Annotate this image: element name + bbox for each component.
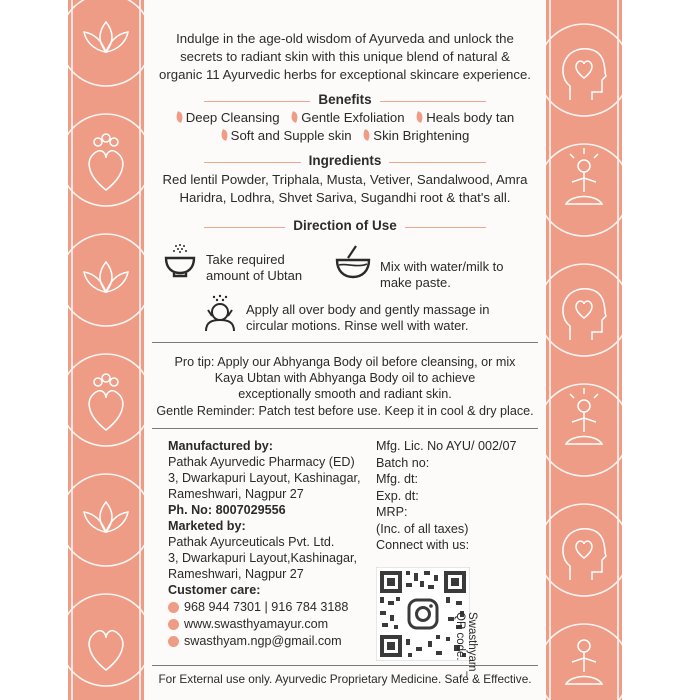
benefits-heading: Benefits (144, 92, 546, 107)
footer-text: For External use only. Ayurvedic Proprietary Medicine. Safe & Effective. (158, 672, 532, 686)
mixing-bowl-icon (334, 244, 372, 280)
leaf-icon (415, 111, 425, 123)
step-2-text: Mix with water/milk to make paste. (380, 259, 504, 290)
marketer-address: 3, Dwarkapuri Layout,Kashinagar, (168, 551, 358, 565)
head-heart-icon (563, 49, 606, 580)
benefit-item: Heals body tan (416, 110, 514, 125)
contact-website[interactable]: www.swasthyamayur.com (168, 616, 361, 632)
ingredients-list (144, 171, 546, 207)
marketer-label: Marketed by: (168, 519, 246, 533)
benefits-row-1 (144, 110, 546, 125)
face-wash-icon (202, 294, 238, 332)
leaf-icon (290, 111, 300, 123)
heart-drops-icon (89, 134, 123, 670)
intro-line: secrets to radiant skin with this unique blend of natural & (180, 49, 510, 64)
ingredients-line: Haridra, Lodhra, Shvet Sariva, Sugandhi root & that's all. (179, 190, 511, 205)
bowl-powder-icon (162, 242, 198, 278)
section-divider (152, 428, 538, 429)
right-border-art (546, 0, 622, 700)
mail-icon (168, 636, 179, 647)
license-number: Mfg. Lic. No AYU/ 002/07 (376, 439, 517, 453)
product-info (376, 438, 516, 554)
left-decorative-border (68, 0, 144, 700)
section-divider (152, 665, 538, 666)
customer-care-label: Customer care: (168, 583, 261, 597)
phone-icon (168, 602, 179, 613)
directions-heading: Direction of Use (144, 218, 546, 233)
mrp: MRP: (376, 505, 408, 519)
gentle-reminder: Gentle Reminder: Patch test before use. Keep it in cool & dry place. (156, 404, 534, 418)
manufacturer-phone: Ph. No: 8007029556 (168, 503, 286, 517)
intro-text (144, 30, 546, 84)
exp-date: Exp. dt: (376, 488, 419, 503)
benefit-item: Skin Brightening (363, 128, 469, 143)
intro-line: organic 11 Ayurvedic herbs for exceptional skincare experience. (159, 67, 531, 82)
contact-phone: 968 944 7301 | 916 784 3188 (168, 599, 361, 615)
step-1-text: Take required amount of Ubtan (206, 252, 303, 283)
company-details (168, 438, 361, 649)
marketer-name: Pathak Ayurceuticals Pvt. Ltd. (168, 535, 335, 549)
leaf-icon (174, 111, 184, 123)
ingredients-line: Red lentil Powder, Triphala, Musta, Vetiver, Sandalwood, Amra (162, 172, 528, 187)
benefits-row-2 (144, 128, 546, 143)
manufacturer-address: 3, Dwarkapuri Layout, Kashinagar, (168, 471, 361, 485)
contact-email[interactable]: swasthyam.ngp@gmail.com (168, 633, 361, 649)
left-border-art (68, 0, 144, 700)
intro-line: Indulge in the age-old wisdom of Ayurveda and unlock the (176, 31, 514, 46)
meditation-icon (566, 148, 602, 684)
globe-icon (168, 619, 179, 630)
marketer-address: Rameshwari, Nagpur 27 (168, 567, 304, 581)
manufacturer-address: Rameshwari, Nagpur 27 (168, 487, 304, 501)
leaf-icon (219, 129, 229, 141)
section-divider (152, 342, 538, 343)
tax-note: (Inc. of all taxes) (376, 521, 469, 536)
instagram-icon (409, 600, 437, 628)
benefit-item: Gentle Exfoliation (291, 110, 404, 125)
ingredients-heading: Ingredients (144, 153, 546, 168)
qr-caption: Swasthyam_ QR code. (454, 612, 478, 678)
right-decorative-border (546, 0, 622, 700)
lotus-icon (84, 22, 128, 532)
batch-number: Batch no: (376, 455, 430, 470)
mfg-date: Mfg. dt: (376, 472, 418, 486)
manufacturer-label: Manufactured by: (168, 439, 273, 453)
benefit-item: Deep Cleansing (176, 110, 280, 125)
benefit-item: Soft and Supple skin (221, 128, 352, 143)
label-content (144, 0, 546, 700)
manufacturer-name: Pathak Ayurvedic Pharmacy (ED) (168, 455, 355, 469)
leaf-icon (362, 129, 372, 141)
pro-tip: Pro tip: Apply our Abhyanga Body oil before cleansing, or mix Kaya Ubtan with Abhyanga Body oil to achieve exceptionally smooth and radiant skin. (174, 355, 516, 401)
step-3-text: Apply all over body and gently massage in circular motions. Rinse well with water. (246, 302, 490, 333)
connect-label: Connect with us: (376, 538, 470, 552)
